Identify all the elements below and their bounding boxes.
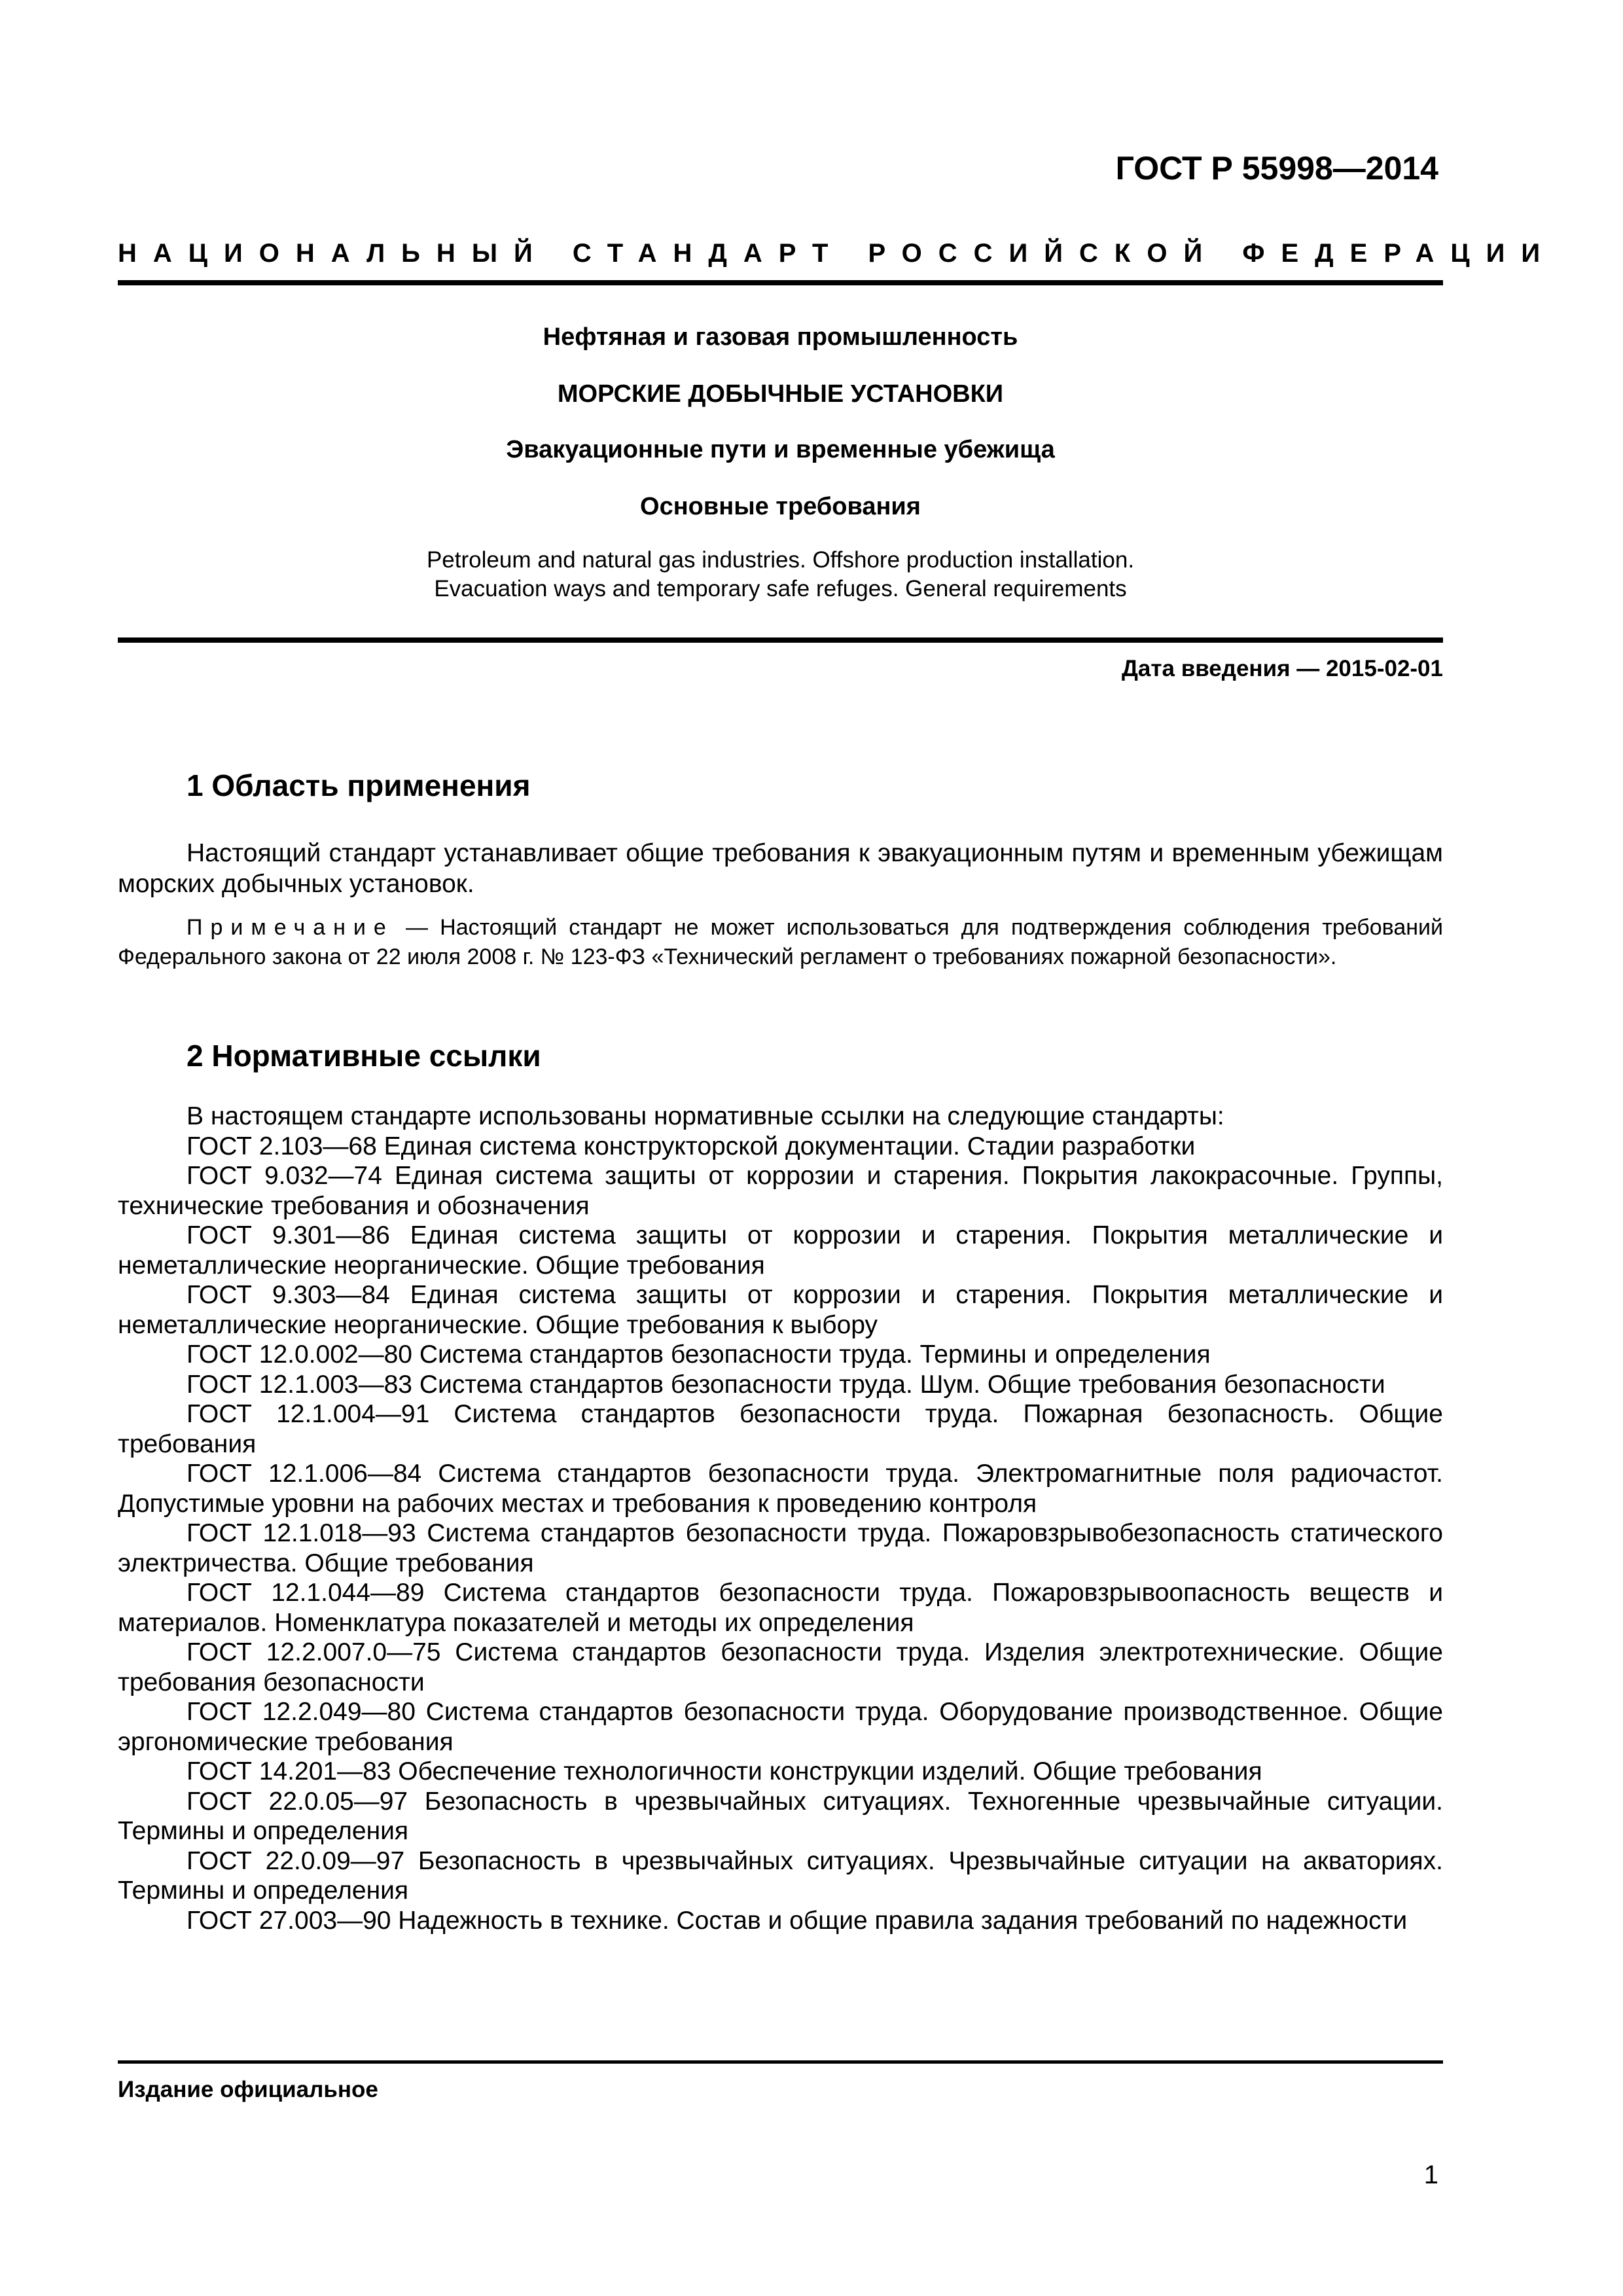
- section-1-note: [118, 913, 1443, 972]
- reference-item: ГОСТ 9.301—86 Единая система защиты от коррозии и старения. Покрытия металлические и неметаллические неорганические. Общие требования: [118, 1221, 1443, 1280]
- reference-item: ГОСТ 12.0.002—80 Система стандартов безопасности труда. Термины и определения: [187, 1340, 1211, 1369]
- reference-item: ГОСТ 9.303—84 Единая система защиты от коррозии и старения. Покрытия металлические и неметаллические неорганические. Общие требования к выбору: [118, 1281, 1443, 1339]
- footer-rule: [118, 2060, 1443, 2064]
- title-rule: [118, 637, 1443, 643]
- references-list: [118, 1102, 1443, 1935]
- english-title-line-1: Petroleum and natural gas industries. Offshore production installation.: [426, 547, 1135, 573]
- section-2-heading: 2 Нормативные ссылки: [187, 1039, 541, 1073]
- header-rule: [118, 280, 1443, 285]
- reference-item: ГОСТ 2.103—68 Единая система конструкторской документации. Стадии разработки: [187, 1132, 1196, 1160]
- references-intro: В настоящем стандарте использованы нормативные ссылки на следующие стандарты:: [187, 1102, 1224, 1130]
- document-number: ГОСТ Р 55998—2014: [1115, 150, 1438, 187]
- section-1-text: Настоящий стандарт устанавливает общие требования к эвакуационным путям и временным убежищам морских добычных установок.: [118, 839, 1443, 898]
- reference-item: ГОСТ 12.2.007.0—75 Система стандартов безопасности труда. Изделия электротехнические. Общие требования безопасности: [118, 1638, 1443, 1696]
- page-number: 1: [1423, 2161, 1438, 2189]
- edition-label: Издание официальное: [118, 2077, 378, 2102]
- reference-item: ГОСТ 12.1.004—91 Система стандартов безопасности труда. Пожарная безопасность. Общие требования: [118, 1400, 1443, 1458]
- section-1-heading: 1 Область применения: [187, 768, 531, 802]
- reference-item: ГОСТ 12.1.006—84 Система стандартов безопасности труда. Электромагнитные поля радиочастот. Допустимые уровни на рабочих местах и требования к проведению контроля: [118, 1460, 1443, 1518]
- reference-item: ГОСТ 12.1.003—83 Система стандартов безопасности труда. Шум. Общие требования безопасности: [187, 1370, 1385, 1399]
- english-title-line-2: Evacuation ways and temporary safe refuges. General requirements: [434, 576, 1127, 601]
- reference-item: ГОСТ 9.032—74 Единая система защиты от коррозии и старения. Покрытия лакокрасочные. Группы, технические требования и обозначения: [118, 1162, 1443, 1220]
- note-label: Примечание: [187, 915, 394, 940]
- intro-date: Дата введения — 2015-02-01: [1121, 656, 1443, 681]
- reference-item: ГОСТ 12.2.049—80 Система стандартов безопасности труда. Оборудование производственное. Общие эргономические требования: [118, 1698, 1443, 1756]
- reference-item: ГОСТ 14.201—83 Обеспечение технологичности конструкции изделий. Общие требования: [187, 1757, 1262, 1785]
- title-line-2: МОРСКИЕ ДОБЫЧНЫЕ УСТАНОВКИ: [557, 380, 1004, 408]
- title-line-4: Основные требования: [640, 493, 921, 520]
- reference-item: ГОСТ 12.1.018—93 Система стандартов безопасности труда. Пожаровзрывобезопасность статического электричества. Общие требования: [118, 1519, 1443, 1577]
- reference-item: ГОСТ 12.1.044—89 Система стандартов безопасности труда. Пожаровзрывоопасность веществ и материалов. Номенклатура показателей и методы их определения: [118, 1579, 1443, 1637]
- note-text: — Настоящий стандарт не может использоваться для подтверждения соблюдения требований Федерального закона от 22 июля 2008 г. № 123-ФЗ «Технический регламент о требованиях пожарной безопасности».: [118, 915, 1443, 969]
- title-line-1: Нефтяная и газовая промышленность: [543, 323, 1018, 351]
- title-line-3: Эвакуационные пути и временные убежища: [506, 436, 1055, 463]
- reference-item: ГОСТ 27.003—90 Надежность в технике. Состав и общие правила задания требований по надежности: [187, 1906, 1408, 1935]
- reference-item: ГОСТ 22.0.05—97 Безопасность в чрезвычайных ситуациях. Техногенные чрезвычайные ситуации. Термины и определения: [118, 1787, 1443, 1845]
- national-standard-banner: НАЦИОНАЛЬНЫЙ СТАНДАРТ РОССИЙСКОЙ ФЕДЕРАЦИИ: [118, 239, 1557, 268]
- reference-item: ГОСТ 22.0.09—97 Безопасность в чрезвычайных ситуациях. Чрезвычайные ситуации на акваториях. Термины и определения: [118, 1846, 1443, 1905]
